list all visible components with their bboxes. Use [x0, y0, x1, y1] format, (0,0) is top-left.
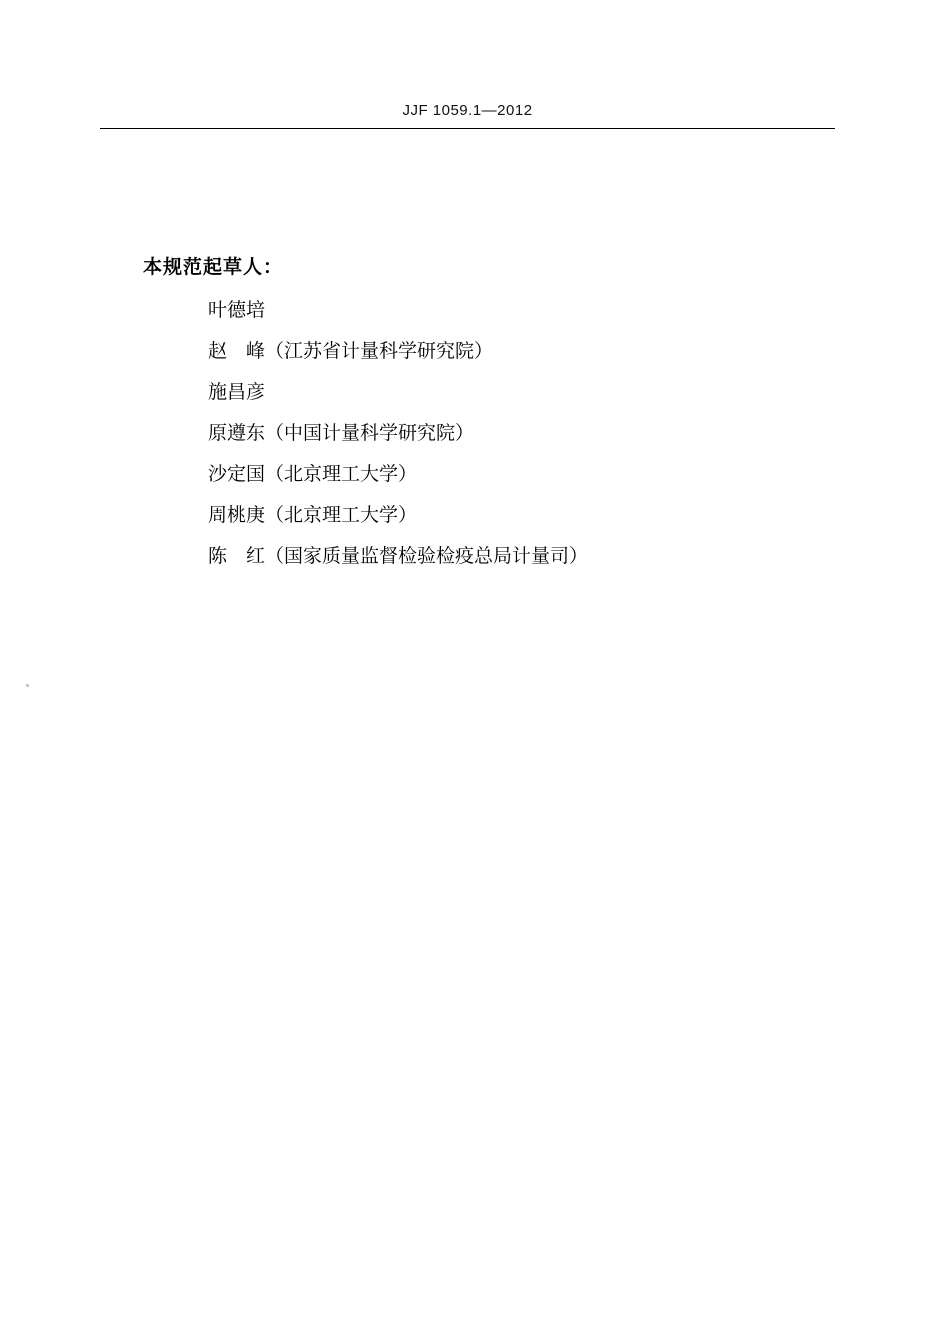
list-item: 原遵东（中国计量科学研究院）	[208, 422, 475, 444]
page-content	[143, 252, 843, 588]
scan-artifact-mark	[26, 684, 29, 687]
page-title: 本规范起草人：	[143, 256, 284, 278]
list-item: 沙定国（北京理工大学）	[208, 463, 418, 485]
list-item: 施昌彦	[208, 381, 266, 403]
drafters-list	[143, 301, 843, 566]
list-item: 周桃庚（北京理工大学）	[208, 504, 418, 526]
standard-code: JJF 1059.1—2012	[402, 102, 533, 119]
list-item: 赵 峰（江苏省计量科学研究院）	[208, 340, 494, 362]
list-item: 叶德培	[208, 299, 266, 321]
list-item: 陈 红（国家质量监督检验检疫总局计量司）	[208, 545, 589, 567]
page-header	[100, 100, 835, 119]
header-divider	[100, 128, 835, 129]
